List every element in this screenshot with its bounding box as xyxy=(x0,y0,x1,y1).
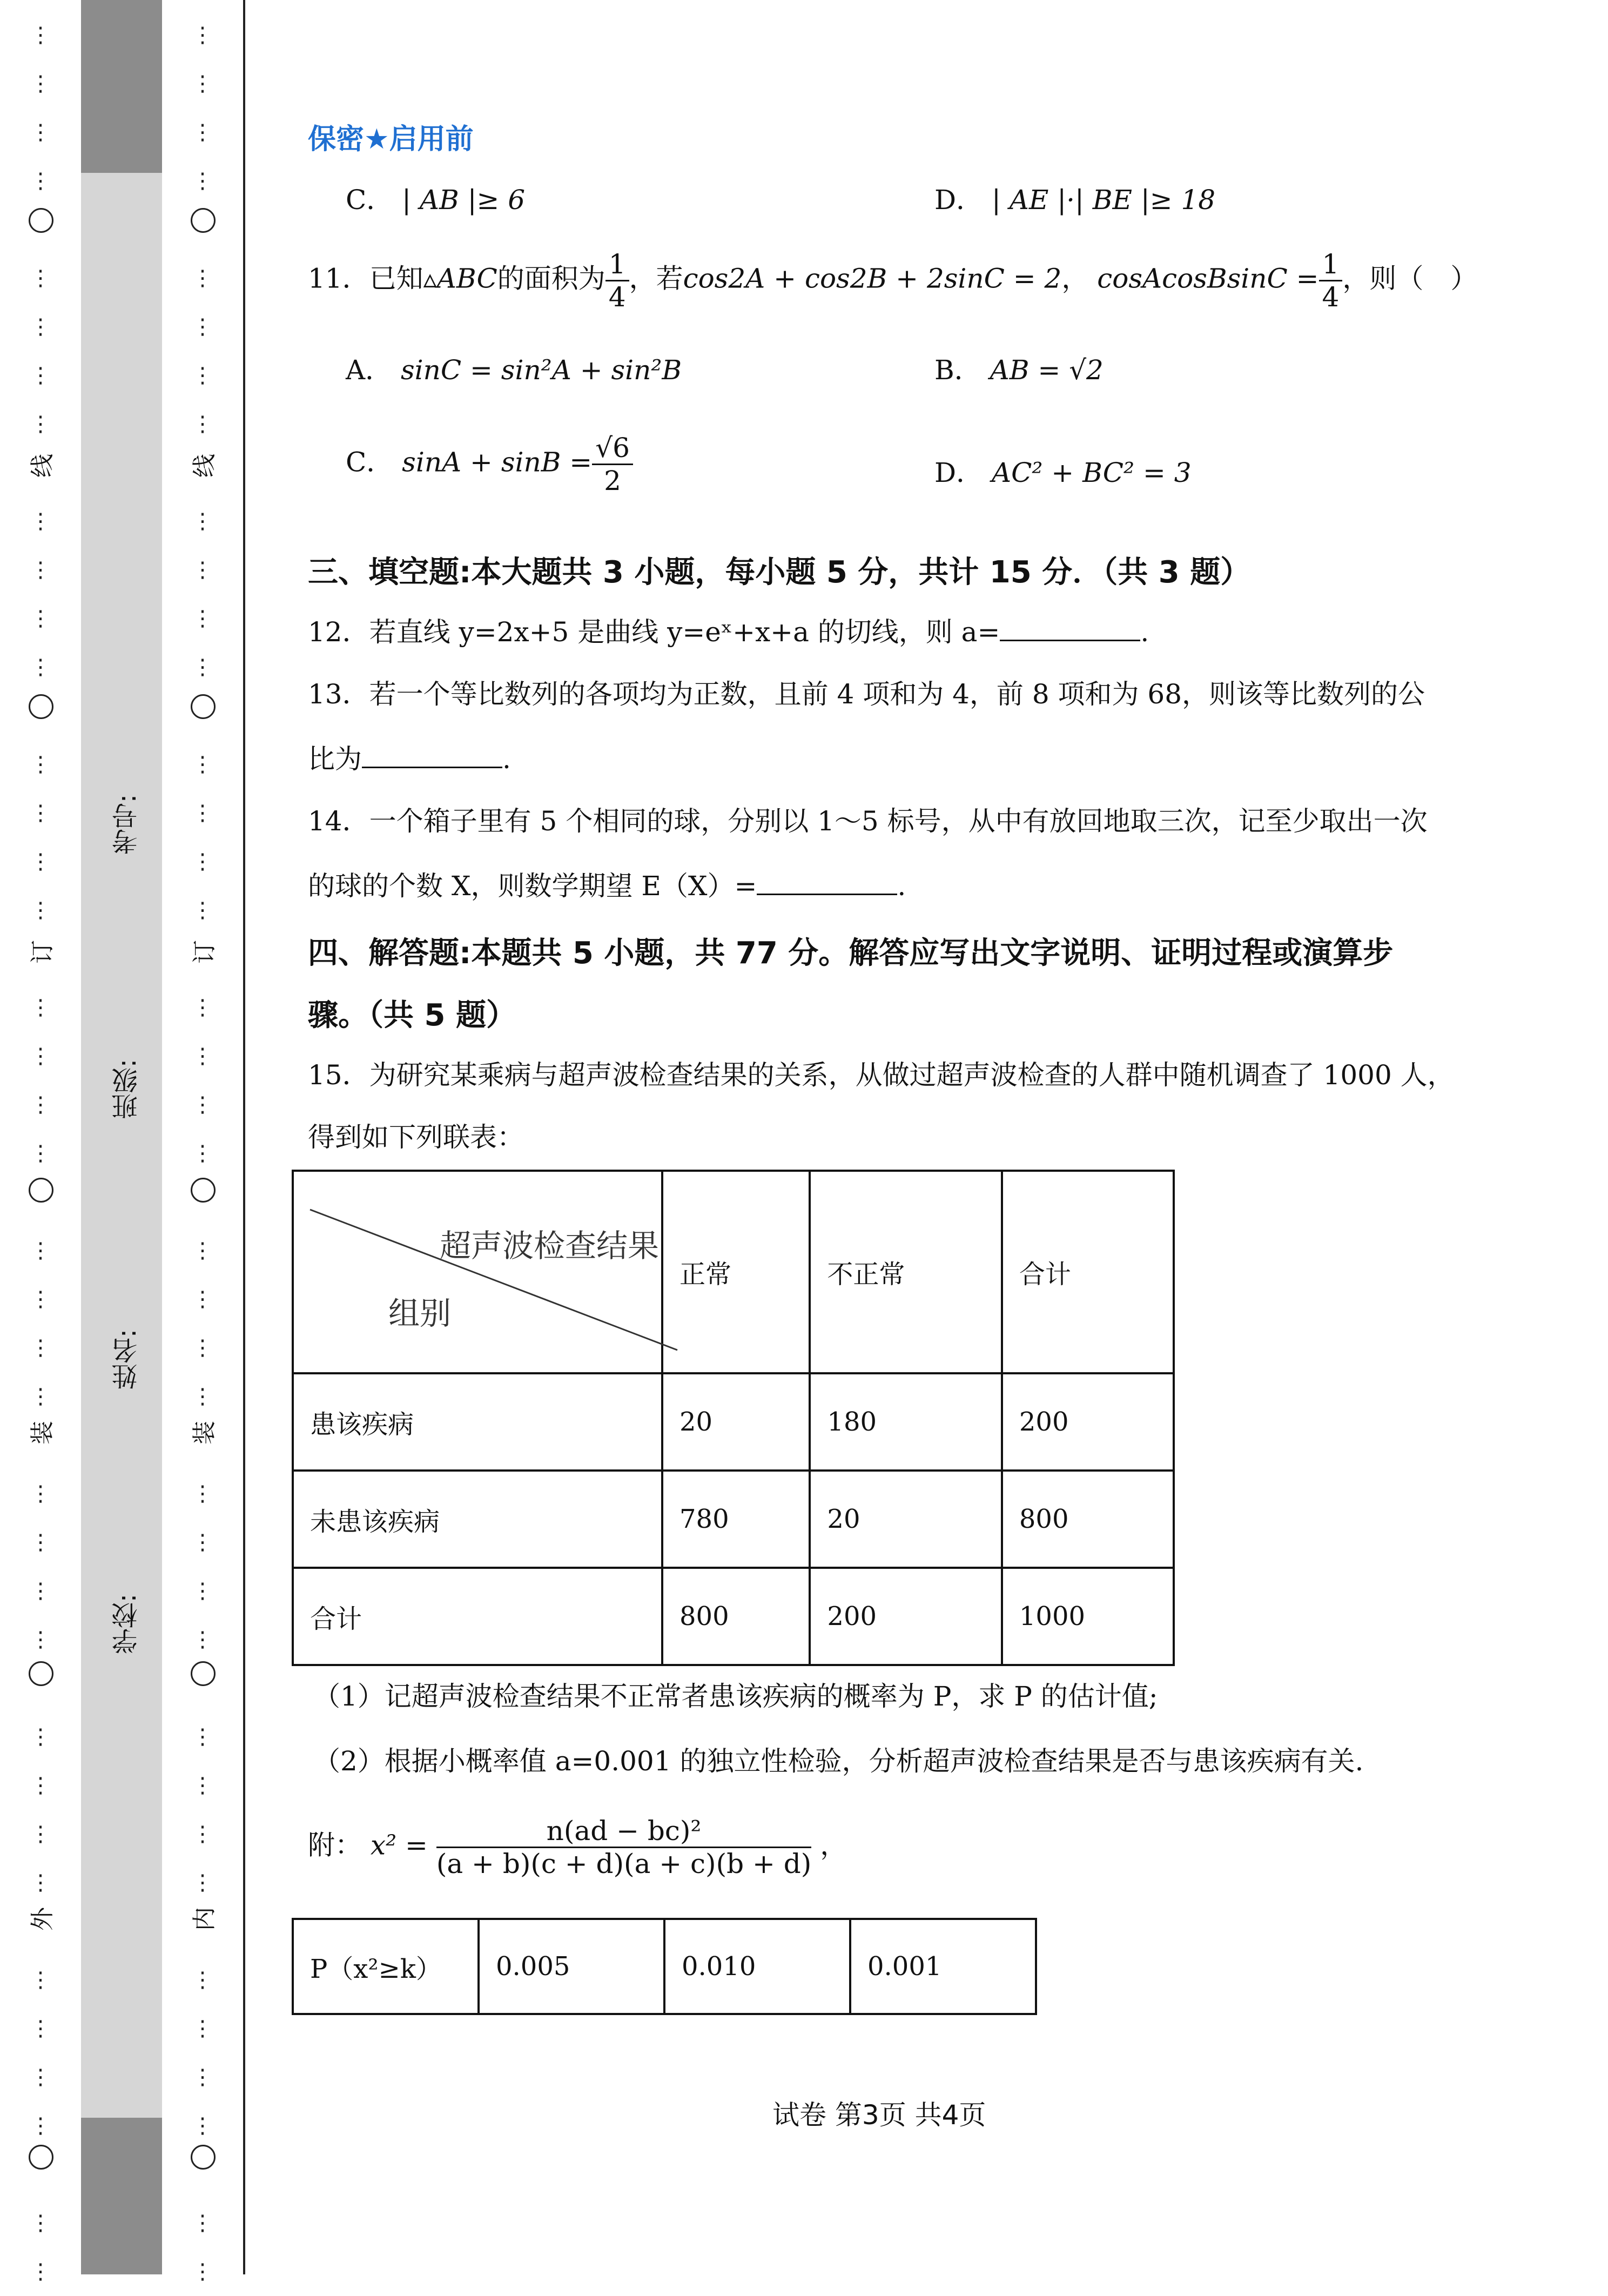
dot-separator: ⋮ xyxy=(192,169,213,193)
row-label: 合计 xyxy=(293,1568,662,1665)
binding-label-inner: 线 xyxy=(191,454,218,478)
dot-separator: ⋮ xyxy=(30,1044,51,1069)
ring-icon xyxy=(29,1178,53,1203)
dot-separator: ⋮ xyxy=(192,1870,213,1895)
dot-separator: ⋮ xyxy=(192,1044,213,1069)
dot-separator: ⋮ xyxy=(30,1481,51,1506)
binding-strip-gray-top xyxy=(81,0,164,173)
dot-separator: ⋮ xyxy=(30,2113,51,2138)
ring-icon xyxy=(29,1661,53,1686)
dot-separator: ⋮ xyxy=(192,23,213,48)
ring-icon xyxy=(191,1178,216,1203)
q14-line2: 的球的个数 X，则数学期望 E（X）= . xyxy=(308,870,906,902)
option-label: C． xyxy=(346,184,394,216)
dot-separator: ⋮ xyxy=(192,120,213,145)
table-cell: 800 xyxy=(662,1568,810,1665)
binding-label-outer: 外 xyxy=(29,1907,56,1931)
answer-blank[interactable] xyxy=(757,870,897,895)
dot-separator: ⋮ xyxy=(192,655,213,680)
dot-separator: ⋮ xyxy=(30,606,51,631)
column-header: 不正常 xyxy=(810,1171,1001,1373)
binding-label-inner: 订 xyxy=(191,940,218,964)
q11-option-a: A． sinC = sin²A + sin²B xyxy=(346,354,682,386)
q10-option-c xyxy=(346,184,525,216)
dot-separator: ⋮ xyxy=(30,509,51,534)
dot-separator: ⋮ xyxy=(192,752,213,777)
q15-line2: 得到如下列联表： xyxy=(308,1122,524,1153)
table-cell: 20 xyxy=(662,1373,810,1471)
dot-separator: ⋮ xyxy=(30,1773,51,1798)
dot-separator: ⋮ xyxy=(30,1579,51,1603)
dot-separator: ⋮ xyxy=(192,509,213,534)
ring-icon xyxy=(191,2145,216,2170)
table-cell: 0.010 xyxy=(664,1919,850,2014)
dot-separator: ⋮ xyxy=(30,1530,51,1555)
dot-separator: ⋮ xyxy=(30,1141,51,1166)
q11-option-c: C． sinA + sinB = $\frac{√6}{2}$ xyxy=(346,432,633,496)
dot-separator: ⋮ xyxy=(30,266,51,291)
dot-separator: ⋮ xyxy=(30,1238,51,1263)
binding-label-inner: 内 xyxy=(191,1907,218,1931)
dot-separator: ⋮ xyxy=(192,314,213,339)
dot-separator: ⋮ xyxy=(192,1724,213,1749)
dot-separator: ⋮ xyxy=(192,1530,213,1555)
dot-separator: ⋮ xyxy=(192,558,213,582)
probability-table xyxy=(292,1918,1037,2015)
binding-strip-gray xyxy=(81,173,164,2118)
section-4-title-line1: 四、解答题:本题共 5 小题，共 77 分。解答应写出文字说明、证明过程或演算步 xyxy=(308,936,1394,971)
dot-separator: ⋮ xyxy=(30,1724,51,1749)
dot-separator: ⋮ xyxy=(30,314,51,339)
ring-icon xyxy=(29,2145,53,2170)
dot-separator: ⋮ xyxy=(192,1773,213,1798)
dot-separator: ⋮ xyxy=(30,120,51,145)
answer-blank[interactable] xyxy=(1000,616,1140,641)
dot-separator: ⋮ xyxy=(192,1384,213,1409)
dot-separator: ⋮ xyxy=(30,1287,51,1312)
dot-separator: ⋮ xyxy=(192,71,213,96)
dot-separator: ⋮ xyxy=(30,1384,51,1409)
dot-separator: ⋮ xyxy=(30,363,51,388)
dot-separator: ⋮ xyxy=(192,849,213,874)
dot-separator: ⋮ xyxy=(30,1968,51,1992)
table-cell: 0.005 xyxy=(479,1919,664,2014)
dot-separator: ⋮ xyxy=(30,849,51,874)
table-row xyxy=(293,1568,1174,1665)
dot-separator: ⋮ xyxy=(192,1968,213,1992)
ring-icon xyxy=(29,208,53,233)
table-cell: 1000 xyxy=(1002,1568,1174,1665)
section-3-title: 三、填空题:本大题共 3 小题，每小题 5 分，共计 15 分．（共 3 题） xyxy=(308,555,1251,590)
table-cell: 0.001 xyxy=(850,1919,1036,2014)
column-header: 正常 xyxy=(662,1171,810,1373)
dot-separator: ⋮ xyxy=(192,1287,213,1312)
option-expr: | AB |≥ 6 xyxy=(402,184,526,216)
dot-separator: ⋮ xyxy=(192,2016,213,2041)
q11-stem: 11．已知▵ABC的面积为 $\frac{1}{4}$ ，若cos2A + cos2B + 2sinC = 2， cosAcosBsinC = $\frac{1}{4}$ ，则（ ） xyxy=(308,249,1478,313)
dot-separator: ⋮ xyxy=(30,23,51,48)
corner-header-top: 超声波检查结果 xyxy=(440,1227,660,1264)
dot-separator: ⋮ xyxy=(192,2259,213,2284)
dot-separator: ⋮ xyxy=(30,412,51,437)
binding-label-outer: 订 xyxy=(29,940,56,964)
dot-separator: ⋮ xyxy=(192,1335,213,1360)
binding-label-inner: 装 xyxy=(191,1421,218,1445)
q10-option-d xyxy=(934,184,1215,216)
table-row xyxy=(293,1471,1174,1568)
ring-icon xyxy=(191,208,216,233)
dot-separator: ⋮ xyxy=(30,2211,51,2235)
ring-icon xyxy=(191,1661,216,1686)
fraction: $\frac{1}{4}$ xyxy=(1319,249,1343,313)
q13-line2: 比为 . xyxy=(308,743,511,775)
fraction: $\frac{1}{4}$ xyxy=(605,249,629,313)
field-exam-number: 考号: xyxy=(112,794,142,855)
appendix-formula: 附： x² = $\frac{\text{n(ad − bc)²}}{(a + b)(c + d)(a + c)(b + d)}$ ， xyxy=(308,1815,847,1879)
q13-line1: 13．若一个等比数列的各项均为正数，且前 4 项和为 4，前 8 项和为 68，则该等比数列的公 xyxy=(308,679,1425,710)
dot-separator: ⋮ xyxy=(192,606,213,631)
field-name: 姓名: xyxy=(112,1329,142,1390)
field-class: 班级: xyxy=(112,1059,142,1120)
table-cell: 780 xyxy=(662,1471,810,1568)
table-row xyxy=(293,1919,1036,2014)
field-school: 学校: xyxy=(112,1594,142,1655)
dot-separator: ⋮ xyxy=(192,1481,213,1506)
table-cell: 800 xyxy=(1002,1471,1174,1568)
dot-separator: ⋮ xyxy=(192,898,213,923)
dot-separator: ⋮ xyxy=(192,2113,213,2138)
ring-icon xyxy=(29,694,53,719)
dot-separator: ⋮ xyxy=(30,1335,51,1360)
dot-separator: ⋮ xyxy=(192,1822,213,1847)
dot-separator: ⋮ xyxy=(192,266,213,291)
contingency-table xyxy=(292,1170,1175,1666)
q11-option-d: D． AC² + BC² = 3 xyxy=(934,457,1192,488)
dot-separator: ⋮ xyxy=(30,995,51,1020)
dot-separator: ⋮ xyxy=(30,2016,51,2041)
q15-sub2: （2）根据小概率值 a=0.001 的独立性检验，分析超声波检查结果是否与患该疾病有关. xyxy=(313,1746,1364,1777)
dot-separator: ⋮ xyxy=(192,995,213,1020)
table-cell: 200 xyxy=(1002,1373,1174,1471)
diagonal-line xyxy=(294,1172,694,1374)
ring-icon xyxy=(191,694,216,719)
dot-separator: ⋮ xyxy=(192,363,213,388)
table-cell: P（x²≥k） xyxy=(293,1919,479,2014)
dot-separator: ⋮ xyxy=(30,801,51,825)
q11-option-b: B． AB = √2 xyxy=(934,354,1104,386)
dot-separator: ⋮ xyxy=(30,898,51,923)
dot-separator: ⋮ xyxy=(192,2065,213,2090)
table-header-row xyxy=(293,1171,1174,1373)
page-footer: 试卷 第3页 共4页 xyxy=(772,2099,986,2131)
dot-separator: ⋮ xyxy=(30,2065,51,2090)
fraction: $\frac{\text{n(ad − bc)²}}{(a + b)(c + d)(a + c)(b + d)}$ xyxy=(436,1815,812,1879)
binding-strip-gray-bottom xyxy=(81,2118,164,2274)
dot-separator: ⋮ xyxy=(30,752,51,777)
dot-separator: ⋮ xyxy=(192,801,213,825)
table-cell: 180 xyxy=(810,1373,1001,1471)
q12: 12．若直线 y=2x+5 是曲线 y=eˣ+x+a 的切线，则 a= . xyxy=(308,616,1149,648)
table-row xyxy=(293,1373,1174,1471)
dot-separator: ⋮ xyxy=(30,1822,51,1847)
row-label: 未患该疾病 xyxy=(293,1471,662,1568)
dot-separator: ⋮ xyxy=(30,1870,51,1895)
binding-label-outer: 线 xyxy=(29,454,56,478)
dot-separator: ⋮ xyxy=(192,1238,213,1263)
section-4-title-line2: 骤。（共 5 题） xyxy=(308,998,516,1033)
table-corner-cell xyxy=(293,1171,662,1373)
dot-separator: ⋮ xyxy=(30,169,51,193)
binding-label-outer: 装 xyxy=(29,1421,56,1445)
dot-separator: ⋮ xyxy=(30,2259,51,2284)
row-label: 患该疾病 xyxy=(293,1373,662,1471)
dot-separator: ⋮ xyxy=(192,1141,213,1166)
dot-separator: ⋮ xyxy=(192,412,213,437)
dot-separator: ⋮ xyxy=(192,1579,213,1603)
dot-separator: ⋮ xyxy=(192,1092,213,1117)
q15-line1: 15．为研究某乘病与超声波检查结果的关系，从做过超声波检查的人群中随机调查了 1000 人， xyxy=(308,1059,1455,1091)
confidential-label: 保密★启用前 xyxy=(308,123,474,156)
table-cell: 20 xyxy=(810,1471,1001,1568)
fraction: $\frac{√6}{2}$ xyxy=(592,432,633,496)
dot-separator: ⋮ xyxy=(192,1627,213,1652)
corner-header-bottom: 组别 xyxy=(388,1295,452,1332)
table-cell: 200 xyxy=(810,1568,1001,1665)
q15-sub1: （1）记超声波检查结果不正常者患该疾病的概率为 P，求 P 的估计值; xyxy=(313,1681,1158,1712)
dot-separator: ⋮ xyxy=(30,558,51,582)
answer-blank[interactable] xyxy=(362,743,502,768)
q14-line1: 14．一个箱子里有 5 个相同的球，分别以 1～5 标号，从中有放回地取三次，记至少取出一次 xyxy=(308,805,1428,837)
dot-separator: ⋮ xyxy=(30,1092,51,1117)
dot-separator: ⋮ xyxy=(192,2211,213,2235)
column-header: 合计 xyxy=(1002,1171,1174,1373)
dot-separator: ⋮ xyxy=(30,1627,51,1652)
dot-separator: ⋮ xyxy=(30,655,51,680)
option-label: D． xyxy=(934,184,984,216)
dot-separator: ⋮ xyxy=(30,71,51,96)
option-expr: | AE |·| BE |≥ 18 xyxy=(992,184,1216,216)
